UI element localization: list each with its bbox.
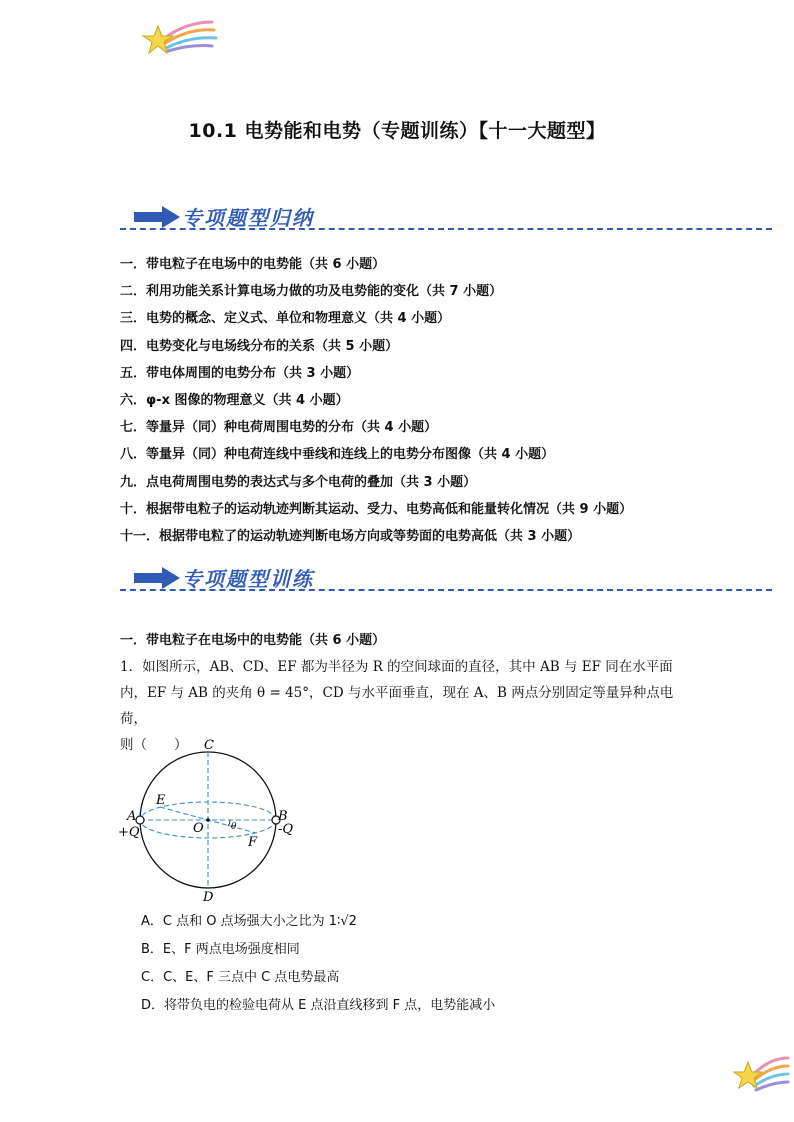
option-a: A．C 点和 O 点场强大小之比为 1∶√2 <box>141 914 357 929</box>
label-D: D <box>203 890 214 905</box>
list-item: 五．带电体周围的电势分布（共 3 小题） <box>120 365 360 381</box>
option-c: C．C、E、F 三点中 C 点电势最高 <box>141 970 340 985</box>
shooting-star-icon <box>728 1050 790 1098</box>
question-line: 1．如图所示，AB、CD、EF 都为半径为 R 的空间球面的直径，其中 AB 与 EF 同在水平面 <box>120 659 673 675</box>
charge-A <box>136 816 144 824</box>
label-A: A <box>127 809 137 824</box>
list-item: 十一．根据带电粒了的运动轨迹判断电场方向或等势面的电势高低（共 3 小题） <box>120 528 581 544</box>
angle-arc <box>228 820 230 826</box>
shooting-star-icon <box>140 18 220 62</box>
question-line: 内，EF 与 AB 的夹角 θ = 45°，CD 与水平面垂直，现在 A、B 两点分别固定等量异种点电荷， <box>120 685 674 727</box>
sphere-diagram <box>112 735 312 905</box>
label-minusQ: -Q <box>278 822 294 837</box>
question-line: 则（ ） <box>120 737 188 753</box>
center-O <box>206 818 210 822</box>
page-title: 10.1 电势能和电势（专题训练）【十一大题型】 <box>188 120 606 142</box>
label-F: F <box>248 835 258 850</box>
arrow-icon <box>134 567 180 589</box>
label-B: B <box>278 809 288 824</box>
topic-list <box>120 251 780 550</box>
option-d: D．将带负电的检验电荷从 E 点沿直线移到 F 点，电势能减小 <box>141 998 496 1013</box>
label-O: O <box>193 821 204 836</box>
list-item: 六．φ-x 图像的物理意义（共 4 小题） <box>120 392 349 408</box>
divider <box>120 228 772 230</box>
summary-banner-label: 专项题型归纳 <box>182 206 314 230</box>
list-item: 十．根据带电粒子的运动轨迹判断其运动、受力、电势高低和能量转化情况（共 9 小题） <box>120 501 633 517</box>
section-heading: 一．带电粒子在电场中的电势能（共 6 小题） <box>120 633 386 648</box>
list-item: 三．电势的概念、定义式、单位和物理意义（共 4 小题） <box>120 311 451 327</box>
list-item: 七．等量异（同）种电荷周围电势的分布（共 4 小题） <box>120 420 438 436</box>
list-item: 四．电势变化与电场线分布的关系（共 5 小题） <box>120 338 399 354</box>
summary-banner <box>120 200 772 234</box>
list-item: 一．带电粒子在电场中的电势能（共 6 小题） <box>120 257 386 272</box>
practice-banner-label: 专项题型训练 <box>182 567 314 591</box>
option-b: B．E、F 两点电场强度相同 <box>141 942 300 957</box>
label-theta: θ <box>231 822 237 832</box>
arrow-icon <box>134 206 180 228</box>
practice-banner <box>120 561 772 595</box>
divider <box>120 589 772 591</box>
list-item: 八．等量异（同）种电荷连线中垂线和连线上的电势分布图像（共 4 小题） <box>120 447 555 463</box>
list-item: 九．点电荷周围电势的表达式与多个电荷的叠加（共 3 小题） <box>120 474 477 490</box>
label-C: C <box>204 738 214 753</box>
label-plusQ: +Q <box>118 825 140 840</box>
label-E: E <box>156 793 166 808</box>
list-item: 二．利用功能关系计算电场力做的功及电势能的变化（共 7 小题） <box>120 284 503 300</box>
